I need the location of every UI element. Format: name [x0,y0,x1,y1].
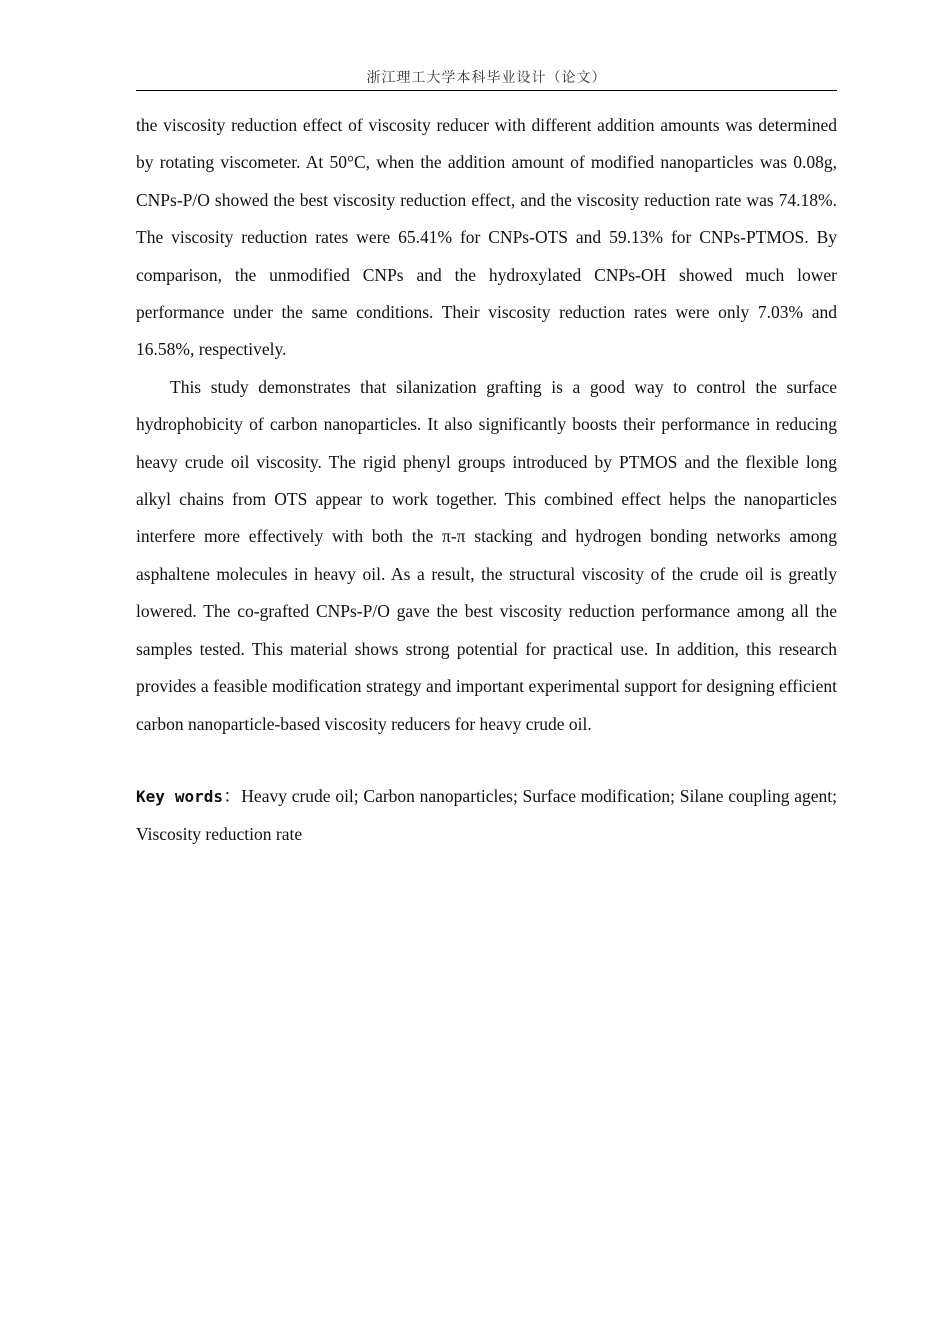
abstract-paragraph-conclusion: This study demonstrates that silanization grafting is a good way to control the surface hydrophobicity of carbon nanoparticles. It also significantly boosts their performance in reducing heavy crude oil viscosity. The rigid phenyl groups introduced by PTMOS and the flexible long alkyl chains from OTS appear to work together. This combined effect helps the nanoparticles interfere more effectively with both the π-π stacking and hydrogen bonding networks among asphaltene molecules in heavy oil. As a result, the structural viscosity of the crude oil is greatly lowered. The co-grafted CNPs-P/O gave the best viscosity reduction performance among all the samples tested. This material shows strong potential for practical use. In addition, this research provides a feasible modification strategy and important experimental support for designing efficient carbon nanoparticle-based viscosity reducers for heavy crude oil. [136,376,837,734]
document-body [136,107,837,854]
keywords-text: Heavy crude oil; Carbon nanoparticles; Surface modification; Silane coupling agent; Viscosity reduction rate [136,785,837,845]
abstract-paragraph-continued: the viscosity reduction effect of viscosity reducer with different addition amounts was determined by rotating viscometer. At 50°C, when the addition amount of modified nanoparticles was 0.08g, CNPs-P/O showed the best viscosity reduction effect, and the viscosity reduction rate was 74.18%. The viscosity reduction rates were 65.41% for CNPs-OTS and 59.13% for CNPs-PTMOS. By comparison, the unmodified CNPs and the hydroxylated CNPs-OH showed much lower performance under the same conditions. Their viscosity reduction rates were only 7.03% and 16.58%, respectively. [136,115,837,360]
keywords-line [136,778,837,854]
keywords-label: Key words [136,786,224,806]
page-header: 浙江理工大学本科毕业设计（论文） [136,66,837,91]
keywords-separator: ： [223,786,242,807]
